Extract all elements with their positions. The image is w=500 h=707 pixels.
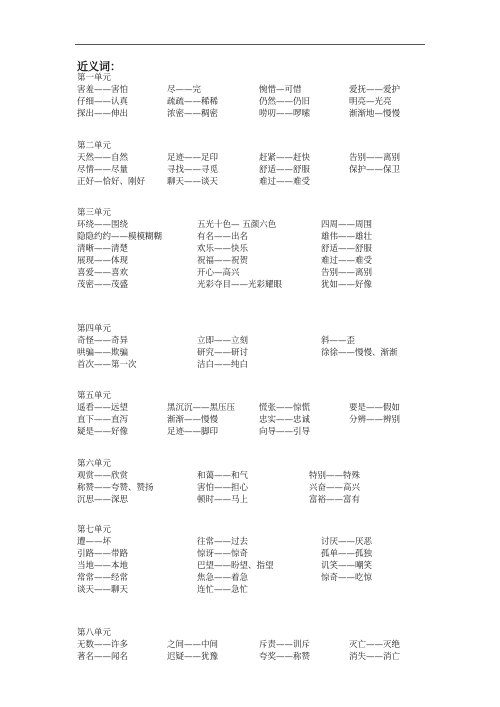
synonym-pair: 讨厌——厌恶 [321, 537, 373, 547]
synonym-pair: 洁白——纯白 [197, 360, 249, 370]
synonym-pair: 顿时——马上 [197, 495, 249, 505]
synonym-pair: 要是——假如 [349, 403, 401, 413]
synonym-pair: 四周——周围 [321, 220, 373, 230]
synonym-row [77, 152, 457, 164]
synonym-pair: 惋惜—可惜 [259, 85, 302, 95]
synonym-row [77, 243, 457, 255]
synonym-pair: 告别——离别 [349, 153, 401, 163]
synonym-row [77, 572, 457, 584]
unit-section [77, 524, 457, 596]
synonym-row [77, 335, 457, 347]
synonym-pair: 哄骗——欺骗 [77, 348, 129, 358]
synonym-row [77, 651, 457, 663]
unit-section [77, 207, 457, 291]
unit-section [77, 390, 457, 438]
synonym-pair: 惊奇——吃惊 [321, 573, 373, 583]
synonym-pair: 黑沉沉——黑压压 [167, 403, 236, 413]
synonym-pair: 讥笑——嘲笑 [321, 561, 373, 571]
synonym-pair: 渐渐地—慢慢 [349, 109, 401, 119]
synonym-row [77, 482, 457, 494]
unit-section [77, 140, 457, 188]
synonym-pair: 告别——离别 [321, 268, 373, 278]
synonym-pair: 仔细——认真 [77, 97, 129, 107]
synonym-row [77, 219, 457, 231]
synonym-pair: 著名——闻名 [77, 652, 129, 662]
synonym-row [77, 639, 457, 651]
synonym-pair: 尽情——尽量 [77, 165, 129, 175]
synonym-pair: 孤单——孤独 [321, 549, 373, 559]
synonym-pair: 赶紧——赶快 [259, 153, 311, 163]
synonym-row [77, 176, 457, 188]
unit-heading: 第四单元 [77, 324, 112, 334]
synonym-row [77, 267, 457, 279]
synonym-row [77, 402, 457, 414]
synonym-pair: 之间——中间 [167, 640, 219, 650]
synonym-pair: 无数——许多 [77, 640, 129, 650]
synonym-pair: 斜——歪 [321, 336, 356, 346]
synonym-pair: 徐徐——慢慢、渐渐 [321, 348, 398, 358]
synonym-pair: 浓密——稠密 [167, 109, 219, 119]
synonym-pair: 遥看——远望 [77, 403, 129, 413]
synonym-pair: 巴望——盼望、指望 [197, 561, 274, 571]
synonym-pair: 害怕——担心 [197, 483, 249, 493]
synonym-pair: 分辨——辨别 [349, 415, 401, 425]
synonym-pair: 疏疏——稀稀 [167, 97, 219, 107]
synonym-pair: 首次——第一次 [77, 360, 137, 370]
synonym-pair: 雄伟——雄壮 [321, 232, 373, 242]
synonym-pair: 和蔼——和气 [197, 471, 249, 481]
synonym-pair: 难过——难受 [321, 256, 373, 266]
synonym-pair: 迟疑——犹豫 [167, 652, 219, 662]
synonym-pair: 直下——直泻 [77, 415, 129, 425]
synonym-pair: 称赞——夸赞、赞扬 [77, 483, 154, 493]
synonym-pair: 立即——立刻 [197, 336, 249, 346]
synonym-pair: 惊讶——惊奇 [197, 549, 249, 559]
synonym-pair: 有名——出名 [197, 232, 249, 242]
synonym-pair: 聊天——谈天 [167, 177, 219, 187]
synonym-pair: 夸奖——称赞 [259, 652, 311, 662]
synonym-pair: 疑是——好像 [77, 427, 129, 437]
synonym-pair: 难过——难受 [259, 177, 311, 187]
synonym-pair: 引路——带路 [77, 549, 129, 559]
synonym-row [77, 494, 457, 506]
synonym-pair: 仍然——仍旧 [259, 97, 311, 107]
synonym-pair: 常常——经常 [77, 573, 129, 583]
synonym-row [77, 536, 457, 548]
unit-heading: 第三单元 [77, 208, 112, 218]
synonym-pair: 沉思——深思 [77, 495, 129, 505]
synonym-pair: 连忙——急忙 [197, 585, 249, 595]
synonym-row [77, 560, 457, 572]
synonym-pair: 观赏——欣赏 [77, 471, 129, 481]
synonym-pair: 渐渐——慢慢 [167, 415, 219, 425]
synonym-row [77, 359, 457, 371]
synonym-pair: 祝福——祝贺 [197, 256, 249, 266]
synonym-pair: 开心—高兴 [197, 268, 240, 278]
synonym-pair: 唠叨——啰嗦 [259, 109, 311, 119]
synonym-pair: 展现——体现 [77, 256, 129, 266]
synonym-pair: 舒适——舒服 [259, 165, 311, 175]
synonym-row [77, 426, 457, 438]
synonym-pair: 尽——完 [167, 85, 202, 95]
synonym-pair: 奇怪——奇异 [77, 336, 129, 346]
unit-heading: 第八单元 [77, 628, 112, 638]
synonym-pair: 消失——消亡 [349, 652, 401, 662]
synonym-pair: 舒适——舒服 [321, 244, 373, 254]
synonym-pair: 欢乐——快乐 [197, 244, 249, 254]
unit-section [77, 458, 457, 506]
synonym-row [77, 96, 457, 108]
synonym-pair: 隐隐约约——模模糊糊 [77, 232, 163, 242]
synonym-pair: 忠实——忠诚 [259, 415, 311, 425]
synonym-pair: 焦急——着急 [197, 573, 249, 583]
synonym-pair: 清晰——清楚 [77, 244, 129, 254]
synonym-pair: 天然——自然 [77, 153, 129, 163]
synonym-pair: 足迹——足印 [167, 153, 219, 163]
synonym-pair: 茂密——茂盛 [77, 280, 129, 290]
unit-section [77, 72, 457, 120]
synonym-pair: 向导——引导 [259, 427, 311, 437]
synonym-row [77, 584, 457, 596]
synonym-row [77, 164, 457, 176]
synonym-row [77, 279, 457, 291]
synonym-row [77, 347, 457, 359]
synonym-pair: 灭亡——灭绝 [349, 640, 401, 650]
synonym-pair: 正好—恰好、刚好 [77, 177, 146, 187]
synonym-pair: 爱抚——爱护 [349, 85, 401, 95]
synonym-pair: 谈天——聊天 [77, 585, 129, 595]
synonym-pair: 慌张——惊慌 [259, 403, 311, 413]
unit-heading: 第一单元 [77, 73, 112, 83]
synonym-pair: 富裕——富有 [309, 495, 361, 505]
synonym-row [77, 470, 457, 482]
top-rule [75, 44, 425, 45]
synonym-pair: 环绕——围绕 [77, 220, 129, 230]
synonym-pair: 特别——特殊 [309, 471, 361, 481]
unit-heading: 第二单元 [77, 141, 112, 151]
synonym-pair: 明亮—光亮 [349, 97, 392, 107]
synonym-pair: 往常——过去 [197, 537, 249, 547]
synonym-pair: 五光十色— 五颜六色 [197, 220, 277, 230]
synonym-row [77, 231, 457, 243]
synonym-row [77, 255, 457, 267]
synonym-pair: 寻找——寻觅 [167, 165, 219, 175]
synonym-row [77, 84, 457, 96]
unit-heading: 第七单元 [77, 525, 112, 535]
synonym-pair: 研究——研讨 [197, 348, 249, 358]
synonym-pair: 喜爱——喜欢 [77, 268, 129, 278]
unit-heading: 第六单元 [77, 459, 112, 469]
unit-section [77, 627, 457, 663]
synonym-pair: 保护——保卫 [349, 165, 401, 175]
synonym-pair: 遭——坏 [77, 537, 112, 547]
synonym-pair: 探出——伸出 [77, 109, 129, 119]
synonym-pair: 犹如——好像 [321, 280, 373, 290]
synonym-row [77, 108, 457, 120]
synonym-row [77, 548, 457, 560]
unit-heading: 第五单元 [77, 391, 112, 401]
synonym-row [77, 414, 457, 426]
unit-section [77, 323, 457, 371]
synonym-pair: 当地——本地 [77, 561, 129, 571]
synonym-pair: 害羞——害怕 [77, 85, 129, 95]
synonym-pair: 斥责——训斥 [259, 640, 311, 650]
synonym-pair: 兴奋——高兴 [309, 483, 361, 493]
synonym-pair: 光彩夺目——光彩耀眼 [197, 280, 283, 290]
page-title: 近义词： [77, 60, 121, 73]
synonym-pair: 足迹——脚印 [167, 427, 219, 437]
